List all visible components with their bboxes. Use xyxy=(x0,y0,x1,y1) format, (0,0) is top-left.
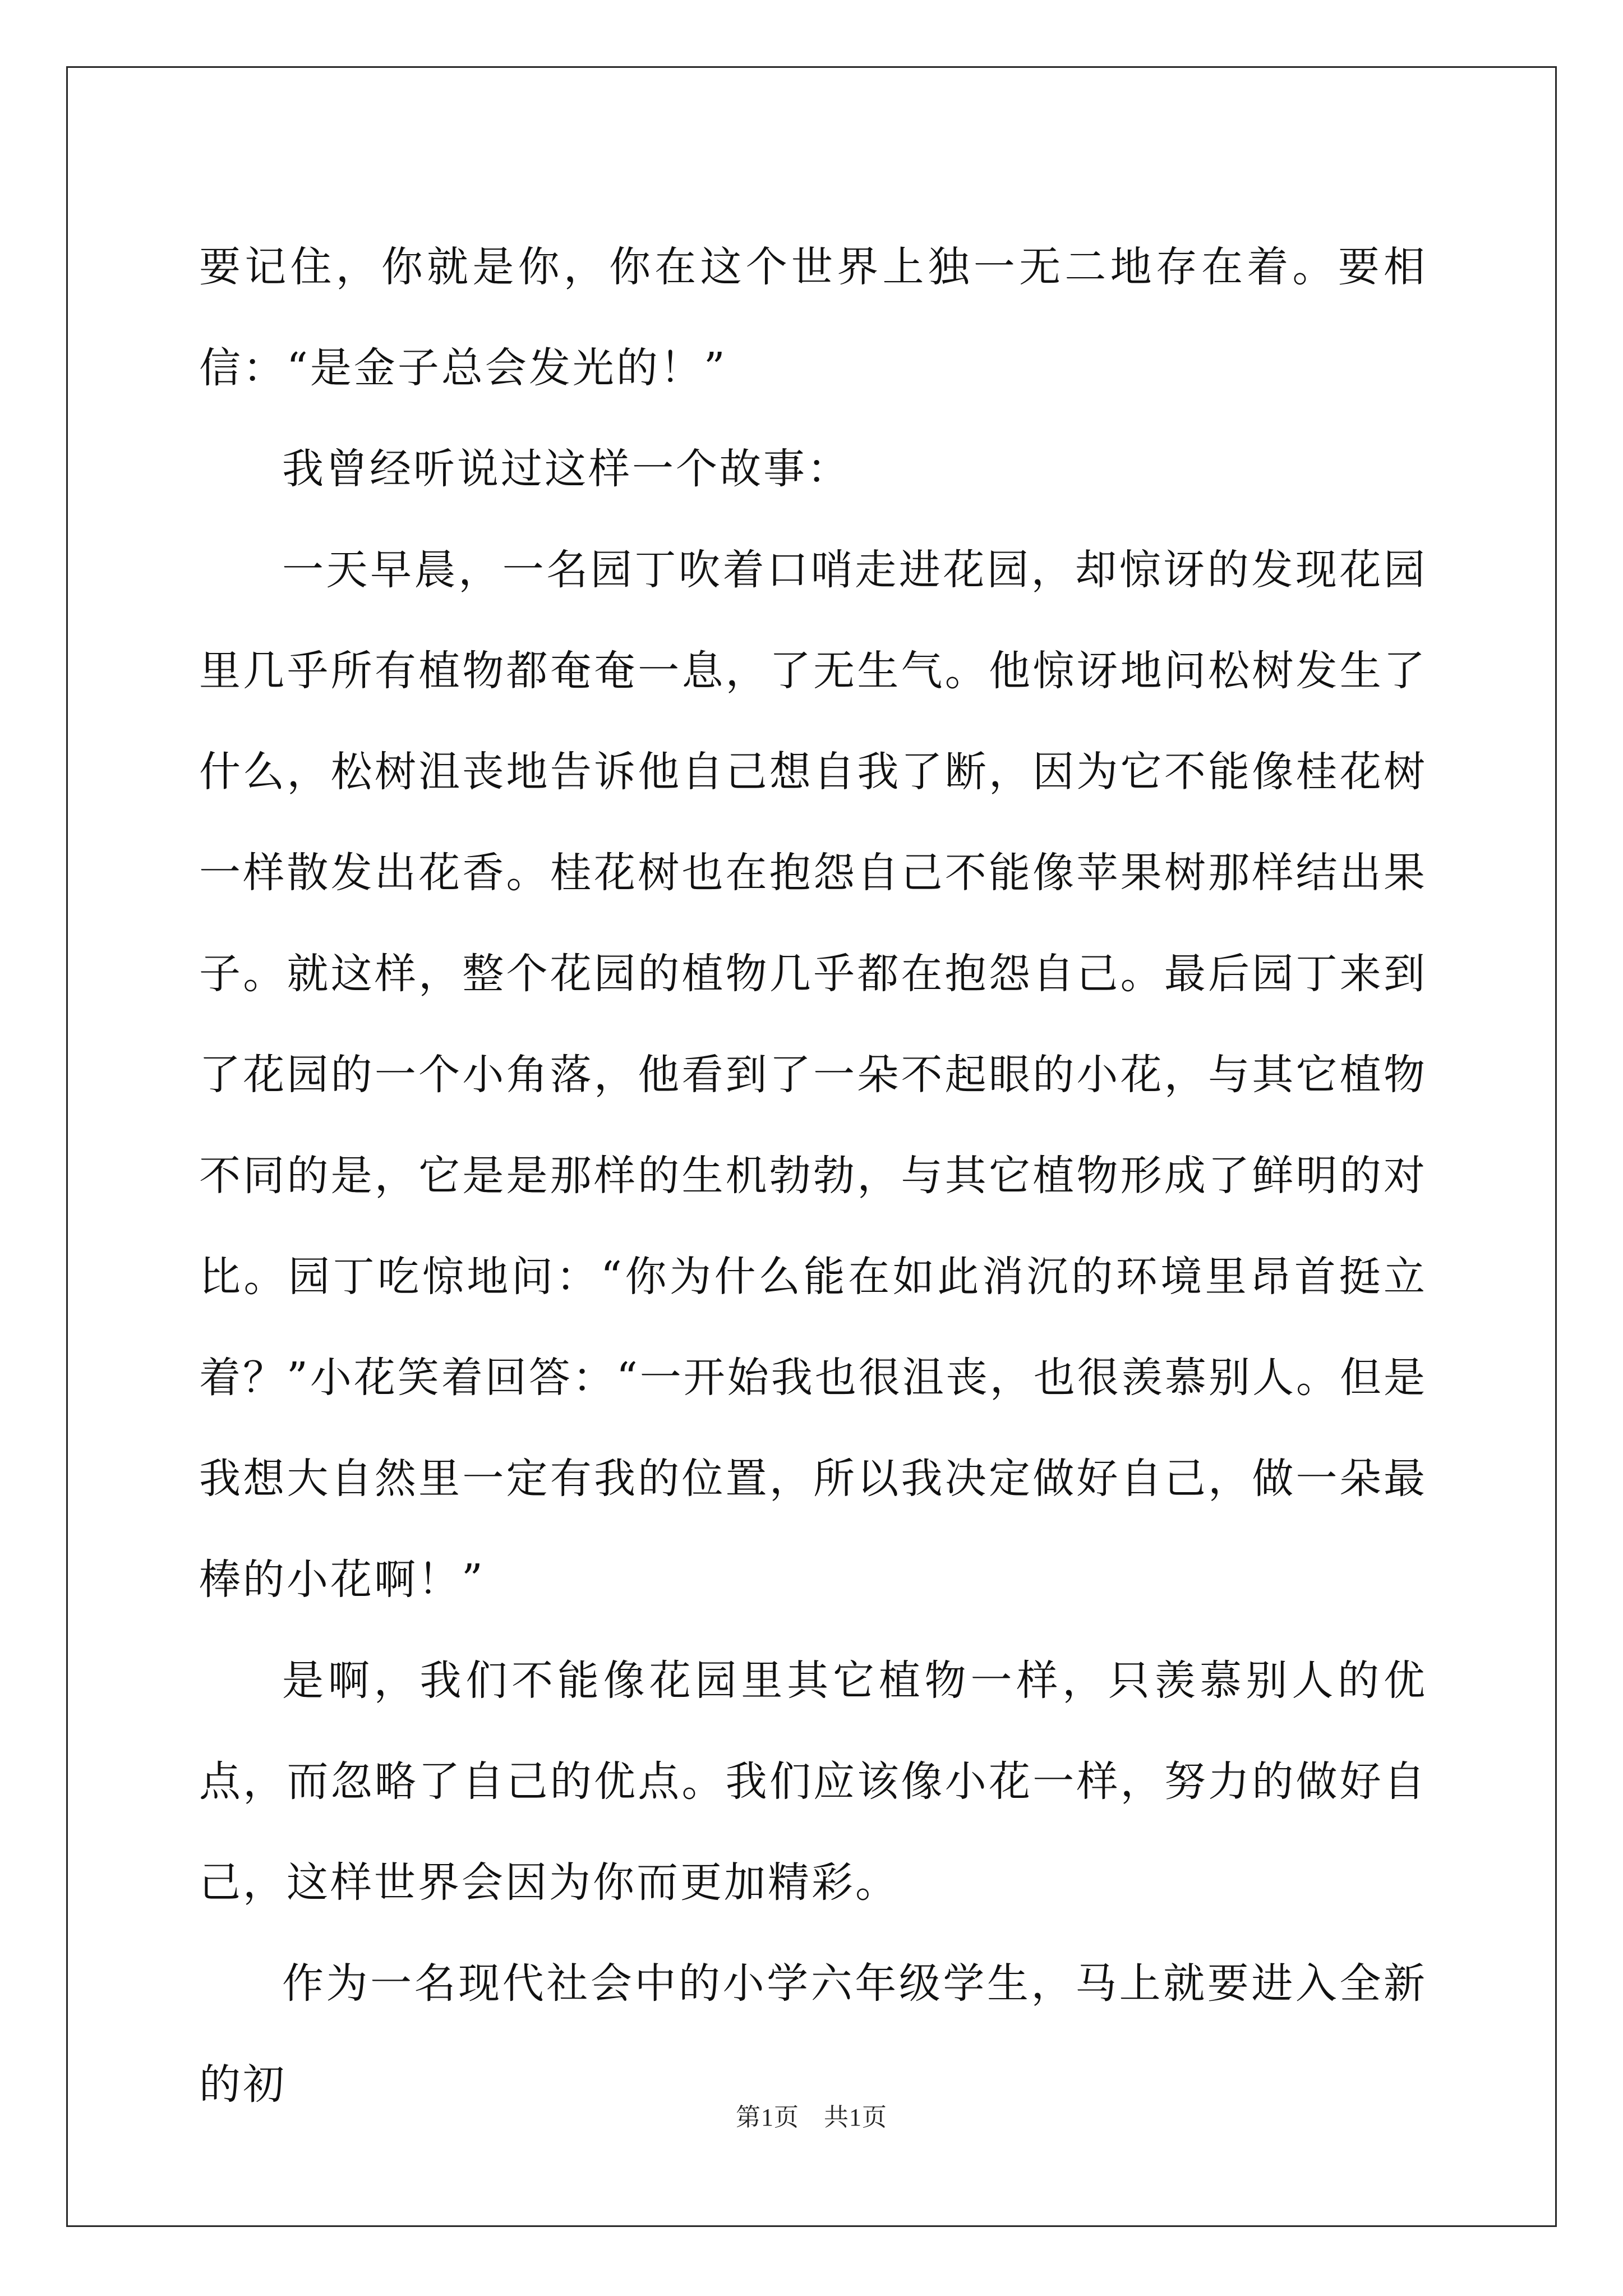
page-footer xyxy=(0,2097,1623,2133)
paragraph: 我曾经听说过这样一个故事： xyxy=(282,445,851,493)
paragraph: 作为一名现代社会中的小学六年级学生，马上就要进入全新的初 xyxy=(199,1959,1427,2109)
paragraph: 要记住，你就是你，你在这个世界上独一无二地存在着。要相信：“是金子总会发光的！” xyxy=(199,243,1427,392)
document-body xyxy=(199,217,1427,2135)
paragraph: 一天早晨，一名园丁吹着口哨走进花园，却惊讶的发现花园里几乎所有植物都奄奄一息，了无生气。他惊讶地问松树发生了什么，松树沮丧地告诉他自己想自我了断，因为它不能像桂花树一样散发出花香。桂花树也在抱怨自己不能像苹果树那样结出果子。就这样，整个花园的植物几乎都在抱怨自己。最后园丁来到了花园的一个小角落，他看到了一朵不起眼的小花，与其它植物不同的是，它是是那样的生机勃勃，与其它植物形成了鲜明的对比。园丁吃惊地问：“你为什么能在如此消沉的环境里昂首挺立着？”小花笑着回答：“一开始我也很沮丧，也很羡慕别人。但是我想大自然里一定有我的位置，所以我决定做好自己，做一朵最棒的小花啊！” xyxy=(199,546,1427,1604)
page-number: 第1页 xyxy=(736,2104,799,2131)
paragraph: 是啊，我们不能像花园里其它植物一样，只羡慕别人的优点，而忽略了自己的优点。我们应该像小花一样，努力的做好自己，这样世界会因为你而更加精彩。 xyxy=(199,1657,1427,1907)
page-total: 共1页 xyxy=(824,2104,887,2131)
